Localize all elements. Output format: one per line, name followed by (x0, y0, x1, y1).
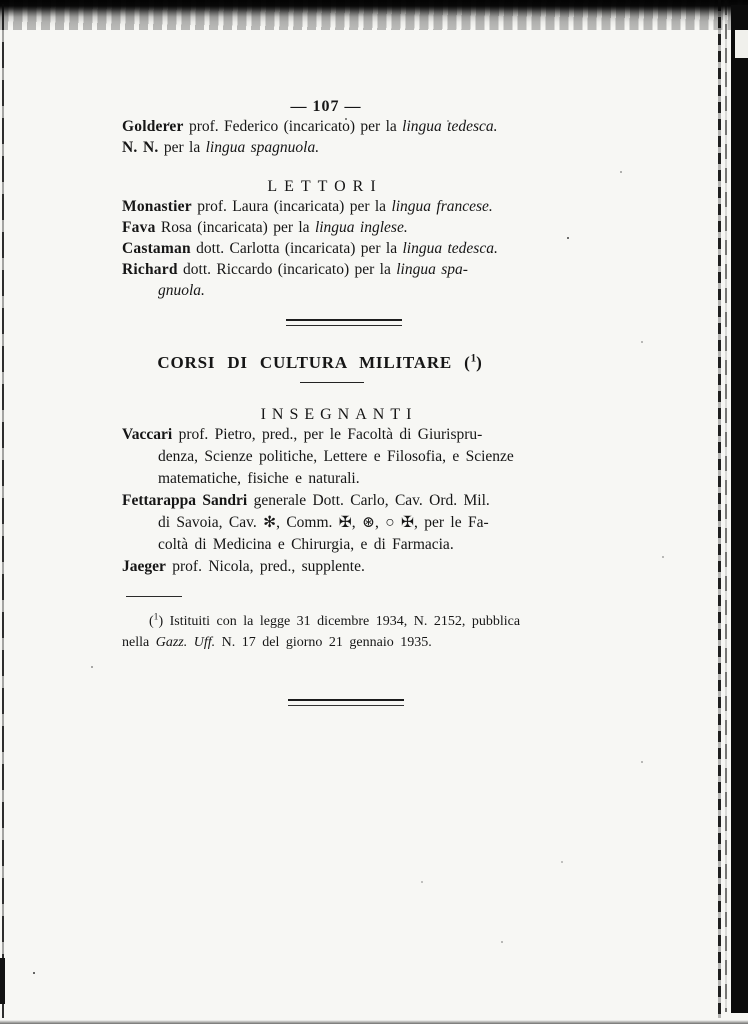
scan-edge-right (731, 5, 748, 1013)
faculty-entry-richard: Richard dott. Riccardo (incaricato) per la lingua spa- gnuola. (122, 261, 468, 299)
scan-edge-left (2, 4, 4, 1018)
end-divider-rule (288, 699, 404, 706)
faculty-entry-golderer: Golderer prof. Federico (incaricato) per la lingua tedesca. (122, 118, 498, 135)
scan-mark-bottom-left (0, 958, 5, 1004)
scan-edge-top (0, 0, 748, 30)
section-heading-corsi: CORSI DI CULTURA MILITARE ($^1$) (157, 352, 483, 372)
page-gutter-line (718, 0, 721, 1018)
scan-noise-specks (0, 0, 2, 2)
footnote-text: ($^1$) Istituiti con la legge 31 dicembre 1934, N. 2152, pubblica nella Gazz. Uff. N. 17 del giorno 21 gennaio 1935. (122, 612, 521, 650)
heading-underline-rule (300, 382, 364, 385)
scan-notch-right (735, 30, 748, 58)
section-heading-insegnanti: INSEGNANTI (260, 406, 418, 423)
faculty-entry-monastier: Monastier prof. Laura (incaricata) per la lingua francese. (122, 198, 493, 215)
footnote-separator-rule (126, 596, 182, 599)
page-text-block (122, 98, 574, 706)
faculty-entry-jaeger: Jaeger prof. Nicola, pred., supplente. (122, 558, 365, 575)
faculty-entry-fava: Fava Rosa (incaricata) per la lingua inglese. (122, 219, 408, 236)
faculty-entry-nn: N. N. per la lingua spagnuola. (122, 139, 320, 156)
page-gutter-line-2 (725, 0, 727, 1012)
section-heading-lettori: LETTORI (267, 178, 383, 195)
scan-edge-bottom (0, 1020, 748, 1024)
faculty-entry-fettarappa: Fettarappa Sandri generale Dott. Carlo, Cav. Ord. Mil. di Savoia, Cav. ✻, Comm. ✠, ⊛, ○ ✠, per le Fa- coltà di Medicina e Chirurgia, e di Farmacia. (122, 492, 490, 553)
faculty-entry-vaccari: Vaccari prof. Pietro, pred., per le Facoltà di Giurispru- denza, Scienze politiche, Lettere e Filosofia, e Scienze matematiche, fisiche e naturali. (122, 426, 514, 487)
faculty-entry-castaman: Castaman dott. Carlotta (incaricata) per la lingua tedesca. (122, 240, 498, 257)
page-number: — 107 — (290, 98, 362, 115)
section-divider-rule (286, 319, 402, 326)
